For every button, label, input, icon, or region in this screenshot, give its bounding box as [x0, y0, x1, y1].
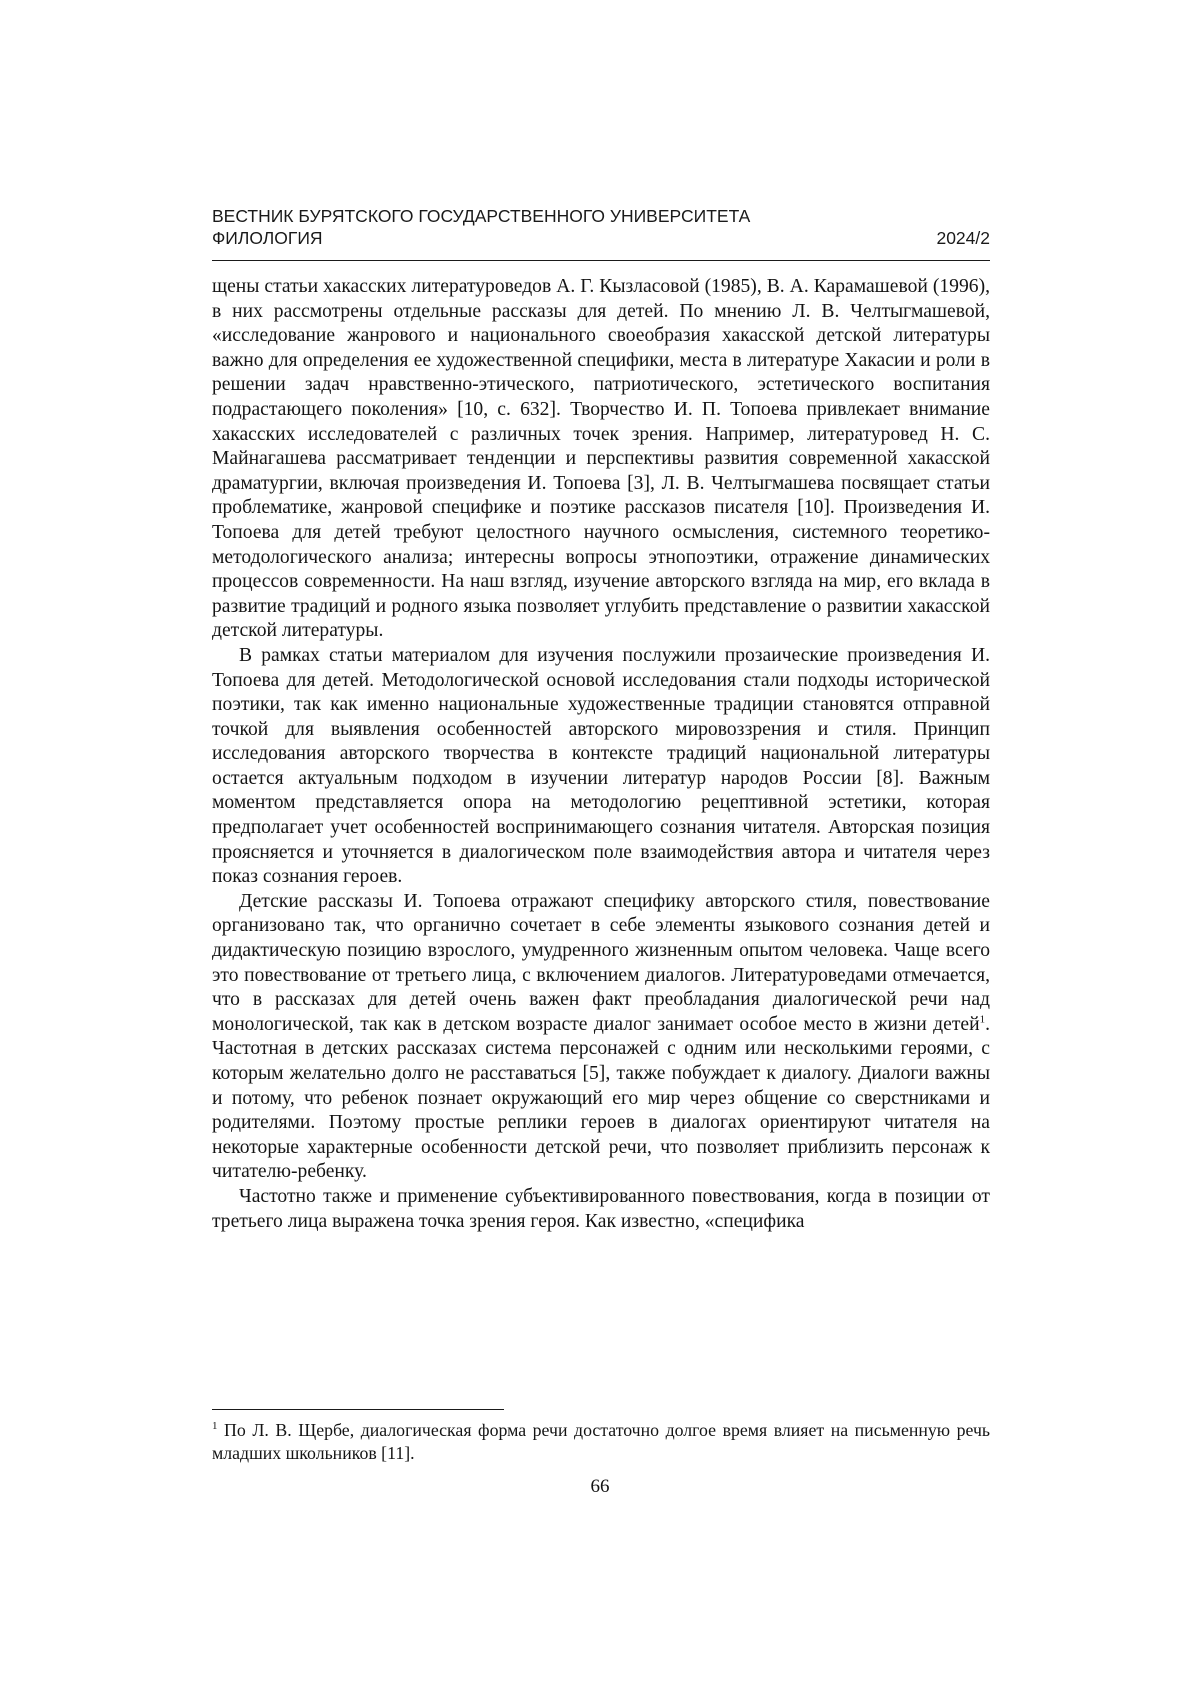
paragraph-continued: щены статьи хакасских литературоведов А. Г. Кызласовой (1985), В. А. Карама­шевой (1996), в них рассмотрены отдельные рассказы для детей. По мнению Л. В. Челтыгмашевой, «исследование жанрового и национального своеобразия ха­касской детской литературы важно для определения ее художественной специ­фики, места в литературе Хакасии и роли в решении задач нравственно-этиче­ского, патриотического, эстетического воспитания подрастающего поколения» [10, с. 632]. Творчество И. П. Топоева привлекает внимание хакасских исследова­телей с различных точек зрения. Например, литературовед Н. С. Майнагашева рассматривает тенденции и перспективы развития современной хакасской драма­тургии, включая произведения И. Топоева [3], Л. В. Челтыгмашева посвящает ста­тьи проблематике, жанровой специфике и поэтике рассказов писателя [10]. Про­изведения И. Топоева для детей требуют целостного научного осмысления, системного теоретико-методологического анализа; интересны вопросы этнопоэ­тики, отражение динамических процессов современности. На наш взгляд, изуче­ние авторского взгляда на мир, его вклада в развитие традиций и родного языка позволяет углубить представление о развитии хакасской детской литературы.: [212, 275, 990, 644]
issue-number: 2024/2: [936, 227, 990, 249]
article-body: [212, 275, 990, 1234]
footnote: [212, 1419, 990, 1465]
footnote-text: По Л. В. Щербе, диалогическая форма речи достаточно долгое время влияет на письмен­ную речь младших школьников [11].: [212, 1420, 990, 1463]
footnote-mark: 1: [212, 1420, 218, 1432]
paragraph-methodology: В рамках статьи материалом для изучения послужили прозаические произведе­ния И. Топоева для детей. Методологической основой исследования стали под­ходы исторической поэтики, так как именно национальные художественные тра­диции становятся отправной точкой для выявления особенностей авторского мировоззрения и стиля. Принцип исследования авторского творчества в контексте традиций национальной литературы остается актуальным подходом в изучении литератур народов России [8]. Важным моментом представляется опора на мето­дологию рецептивной эстетики, которая предполагает учет особенностей воспри­нимающего сознания читателя. Авторская позиция проясняется и уточняется в диалогическом поле взаимодействия автора и читателя через показ сознания ге­роев.: [212, 644, 990, 890]
footnote-reference[interactable]: 1: [980, 1013, 986, 1025]
footnote-divider: [212, 1409, 504, 1410]
journal-page: [0, 0, 1200, 1697]
running-header: [212, 205, 990, 249]
page-number: 66: [560, 1476, 640, 1498]
header-section-row: [212, 227, 990, 249]
header-divider: [212, 260, 990, 261]
journal-title: ВЕСТНИК БУРЯТСКОГО ГОСУДАРСТВЕННОГО УНИВЕРСИТЕТА: [212, 205, 990, 227]
paragraph-text-before-note: Детские рассказы И. Топоева отражают специфику авторского стиля, повест­вование организовано так, что органично сочетает в себе элементы языкового со­знания детей и дидактическую позицию взрослого, умудренного жизненным опы­том человека. Чаще всего это повествование от третьего лица, с включением диалогов. Литературоведами отмечается, что в рассказах для детей очень важен факт преобладания диалогической речи над монологической, так как в детском возрасте диалог занимает особое место в жизни детей: [212, 891, 990, 1035]
paragraph-subjective-narration: Частотно также и применение субъективированного повествования, когда в по­зиции от третьего лица выражена точка зрения героя. Как известно, «специфика: [212, 1185, 990, 1234]
paragraph-children-stories: [212, 890, 990, 1185]
section-title: ФИЛОЛОГИЯ: [212, 227, 323, 249]
paragraph-text-after-note: . Частотная в детских рас­сказах система персонажей с одним или несколькими героями, с которым жела­тельно долго не расставаться [5], также побуждает к диалогу. Диалоги важны и потому, что ребенок познает окружающий его мир через общение со сверстниками и родителями. Поэтому простые реплики героев в диалогах ориентируют читателя на некоторые характерные особенности детской речи, что позволяет приблизить персонаж к читателю-ребенку.: [212, 1014, 990, 1183]
